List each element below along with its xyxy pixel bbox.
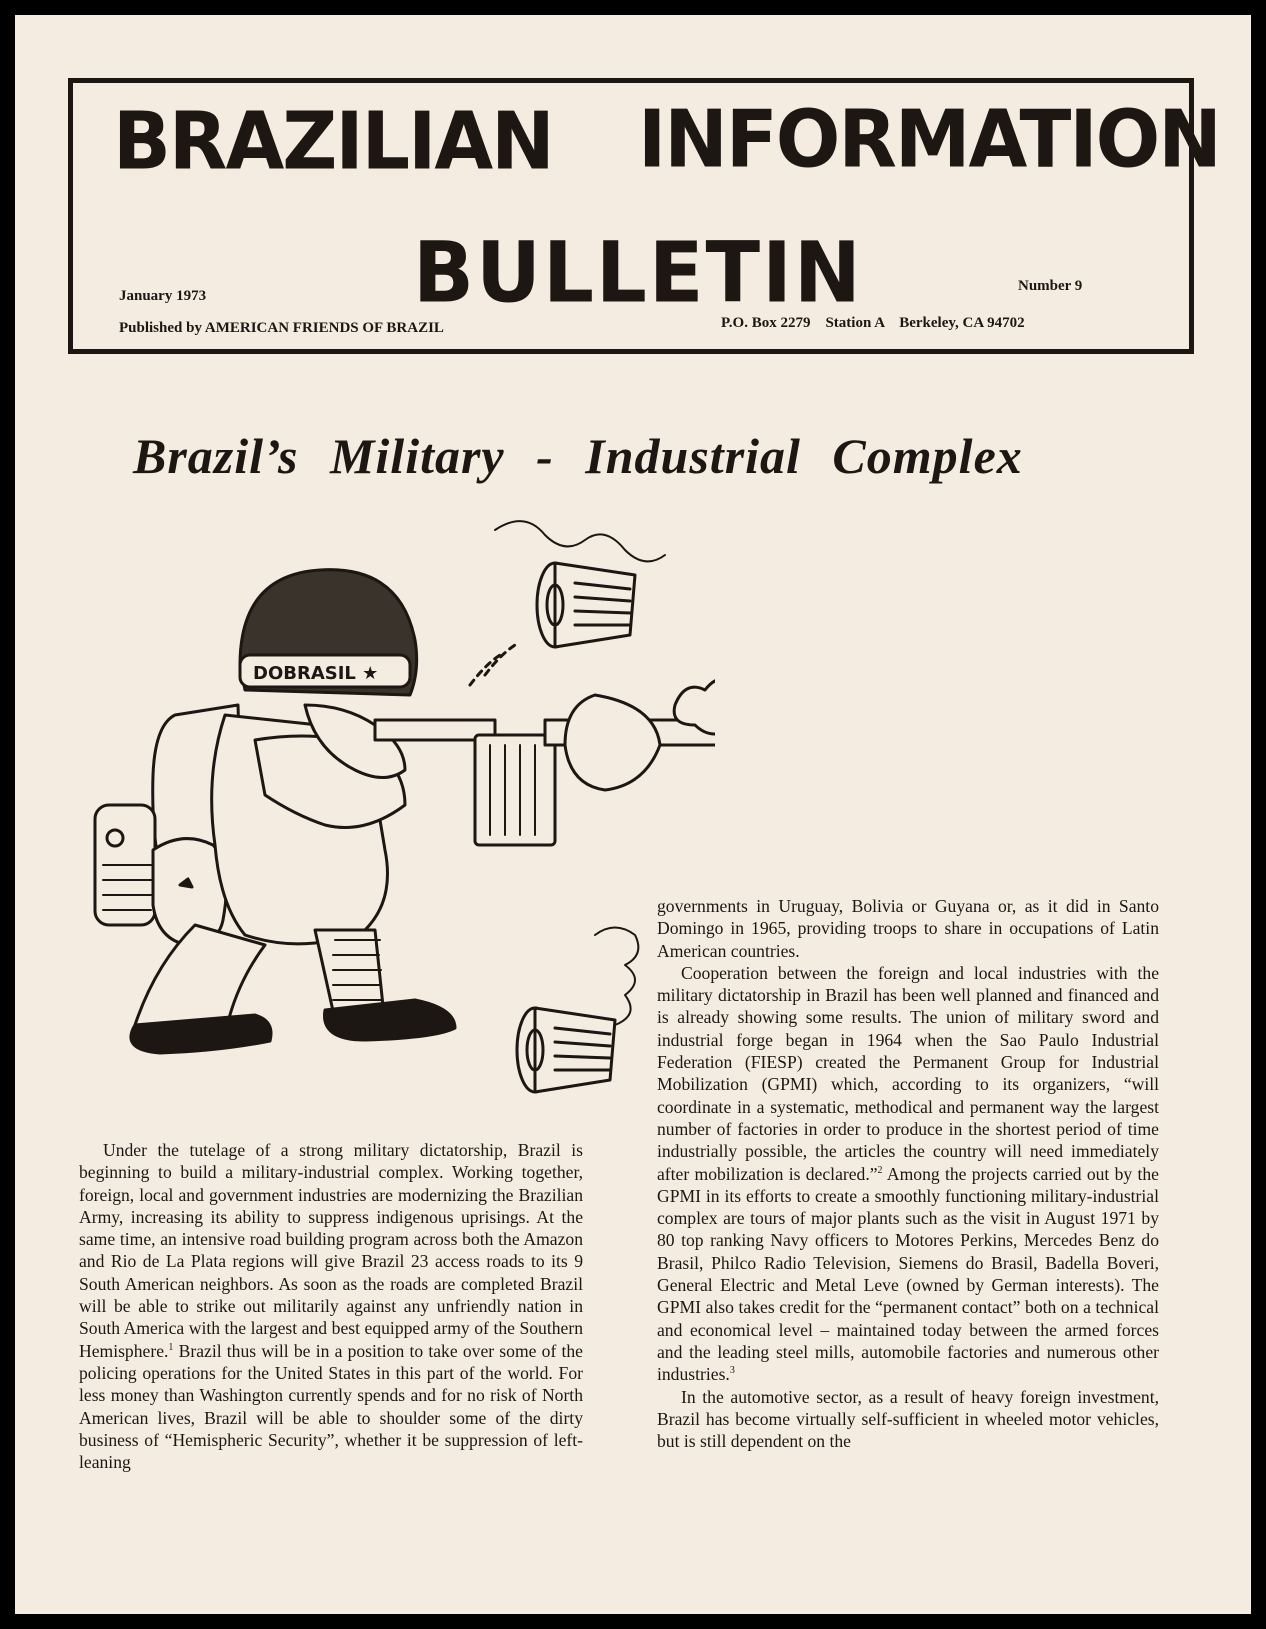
issue-number: Number 9 bbox=[1018, 278, 1083, 294]
footnote-ref: 2 bbox=[877, 1164, 883, 1176]
bulletin-page bbox=[15, 15, 1251, 1614]
artist-signature: MANUEL bbox=[143, 1028, 208, 1043]
article-paragraph: governments in Uruguay, Bolivia or Guyana or, as it did in Santo Domingo in 1965, providing troops to share in occupations of Latin American countries. bbox=[657, 896, 1159, 961]
issue-date: January 1973 bbox=[119, 288, 207, 304]
article-headline: Brazil’s Military - Industrial Complex bbox=[133, 428, 1023, 484]
flying-can-top bbox=[537, 563, 635, 647]
masthead-title-information: INFORMATION bbox=[638, 91, 1220, 186]
helmet-text: DOBRASIL ★ bbox=[253, 663, 379, 684]
publisher-line: Published by AMERICAN FRIENDS OF BRAZIL bbox=[119, 320, 444, 336]
masthead-title-bulletin: BULLETIN bbox=[413, 223, 863, 322]
masthead bbox=[68, 78, 1220, 354]
article-paragraph: In the automotive sector, as a result of heavy foreign investment, Brazil has become virtually self-sufficient in wheeled motor vehicles, but is still dependent on the bbox=[657, 1386, 1159, 1452]
smoke-trail-top bbox=[495, 521, 665, 561]
address-line: P.O. Box 2279 Station A Berkeley, CA 94702 bbox=[721, 315, 1025, 331]
masthead-title-brazilian: BRAZILIAN bbox=[113, 93, 553, 188]
article-column-right bbox=[657, 895, 1159, 1452]
smoke-trail-bottom bbox=[595, 928, 638, 1026]
footnote-ref: 1 bbox=[168, 1341, 174, 1353]
article-paragraph: Cooperation between the foreign and local industries with the military dictatorship in Brazil has been well planned and financed and is already showing some results. The union of military sword and industrial forge began in 1964 when the Sao Paulo Industrial Federation (FIESP) created the Permanent Group for Industrial Mobilization (GPMI) which, according to its organizers, “will coordinate in a systematic, methodical and permanent way the largest number of factories in order to produce in the shortest period of time industrially possible, the articles the country will need immediately after mobilization is declared.”$^2$ Among the projects carried out by the GPMI in its efforts to create a smoothly functioning military-industrial complex are tours of major plants such as the visit in August 1971 by 80 top ranking Navy officers to Motores Perkins, Mercedes Benz do Brasil, Philco Radio Television, Siemens do Brasil, Badella Boveri, General Electric and Metal Leve (owned by German interests). The GPMI also takes credit for the “permanent contact” both on a technical and economical level – maintained today between the armed forces and the leading steel mills, automobile factories and numerous other industries.$^3$ bbox=[657, 962, 1159, 1385]
footnote-ref: 3 bbox=[729, 1365, 735, 1377]
soldier-cartoon-illustration bbox=[75, 505, 715, 1105]
article-column-left bbox=[79, 1139, 583, 1473]
flying-can-bottom bbox=[517, 1008, 615, 1092]
article-paragraph: Under the tutelage of a strong military dictatorship, Brazil is beginning to build a military-industrial complex. Working together, foreign, local and government industries are modernizing the Brazilian Army, increasing its ability to suppress indigenous uprisings. At the same time, an intensive road building program across both the Amazon and Rio de La Plata regions will give Brazil 23 access roads to its 9 South American neighbors. As soon as the roads are completed Brazil will be able to strike out militarily against any unfriendly nation in South America with the largest and best equipped army of the Southern Hemisphere.$^1$ Brazil thus will be in a position to take over some of the policing operations for the United States in this part of the world. For less money than Washington currently spends and for no risk of North American lives, Brazil will be able to shoulder some of the dirty business of “Hemispheric Security”, whether it be suppression of left-leaning bbox=[79, 1140, 583, 1473]
gun-hand bbox=[565, 695, 660, 790]
